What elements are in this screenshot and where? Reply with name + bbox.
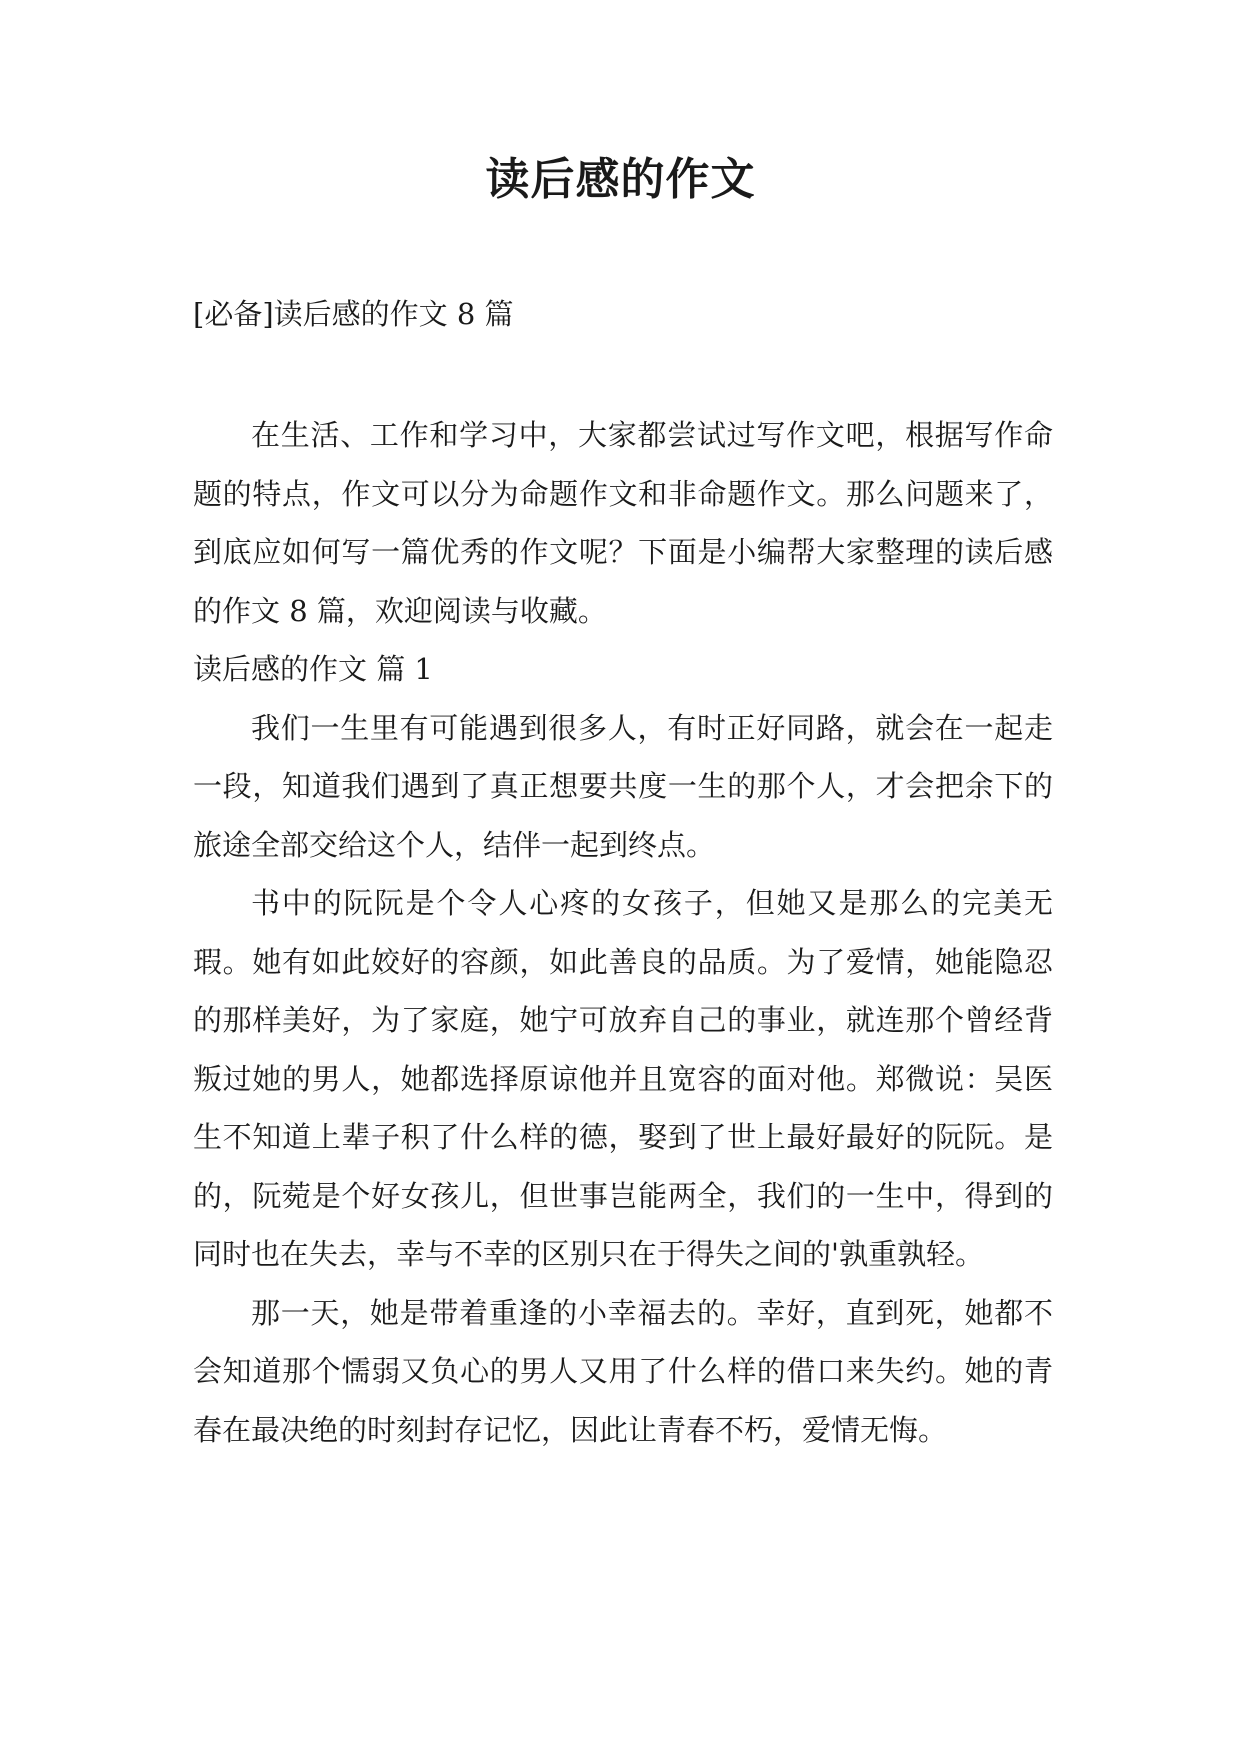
body-paragraph: 书中的阮阮是个令人心疼的女孩子，但她又是那么的完美无瑕。她有如此姣好的容颜，如此善良的品质。为了爱情，她能隐忍的那样美好，为了家庭，她宁可放弃自己的事业，就连那个曾经背叛过她的男人，她都选择原谅他并且宽容的面对他。郑微说：吴医生不知道上辈子积了什么样的德，娶到了世上最好最好的阮阮。是的，阮菀是个好女孩儿，但世事岂能两全，我们的一生中，得到的同时也在失去，幸与不幸的区别只在于得失之间的'孰重孰轻。 — [193, 886, 1053, 1271]
document-subtitle: [必备]读后感的作文 8 篇 — [193, 297, 514, 331]
document-body — [193, 406, 1053, 1459]
document-title: 读后感的作文 — [485, 154, 756, 205]
body-paragraph: 我们一生里有可能遇到很多人，有时正好同路，就会在一起走一段，知道我们遇到了真正想要共度一生的那个人，才会把余下的旅途全部交给这个人，结伴一起到终点。 — [193, 710, 1053, 862]
body-paragraph: 那一天，她是带着重逢的小幸福去的。幸好，直到死，她都不会知道那个懦弱又负心的男人又用了什么样的借口来失约。她的青春在最决绝的时刻封存记忆，因此让青春不朽，爱情无悔。 — [193, 1295, 1053, 1447]
section-heading: 读后感的作文 篇 1 — [193, 652, 433, 686]
intro-paragraph: 在生活、工作和学习中，大家都尝试过写作文吧，根据写作命题的特点，作文可以分为命题作文和非命题作文。那么问题来了，到底应如何写一篇优秀的作文呢？下面是小编帮大家整理的读后感的作文 8 篇，欢迎阅读与收藏。 — [193, 418, 1053, 628]
